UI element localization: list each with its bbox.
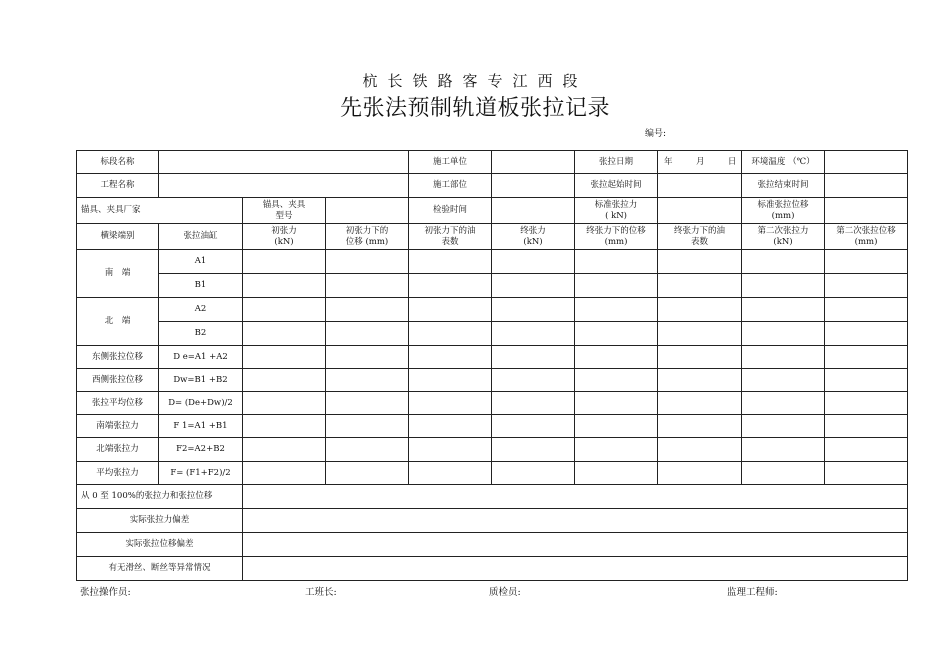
- data-cell[interactable]: [243, 298, 326, 322]
- inspection-time-label: 检验时间: [409, 198, 492, 224]
- formula-label: 张拉平均位移: [77, 392, 159, 415]
- col-header-initial-force: [243, 224, 326, 250]
- table-row: [77, 509, 908, 533]
- data-cell[interactable]: [492, 322, 575, 346]
- anchor-model-line2: 型号: [275, 210, 293, 221]
- data-cell[interactable]: [658, 462, 742, 485]
- summary-force-displacement-value[interactable]: [243, 485, 908, 509]
- standard-force-line2: ( kN): [605, 210, 627, 221]
- start-time-label: 张拉起始时间: [575, 174, 658, 198]
- construction-part-label: 施工部位: [409, 174, 492, 198]
- tension-record-table: [76, 150, 908, 581]
- standard-force-label: [575, 198, 658, 224]
- col-header-final-force: [492, 224, 575, 250]
- table-row: [77, 438, 908, 462]
- data-cell[interactable]: [243, 369, 326, 392]
- col-header-initial-displacement-line1: 初张力下的: [345, 225, 389, 236]
- col-header-final-gauge-line1: 终张力下的油: [674, 225, 726, 236]
- col-header-initial-gauge: [409, 224, 492, 250]
- data-cell[interactable]: [243, 322, 326, 346]
- col-header-beam-end: 横梁端别: [77, 224, 159, 250]
- jack-a1: A1: [159, 250, 243, 274]
- data-cell[interactable]: [326, 346, 409, 369]
- displacement-deviation-label: 实际张拉位移偏差: [77, 533, 243, 557]
- data-cell[interactable]: [326, 462, 409, 485]
- data-cell[interactable]: [742, 322, 825, 346]
- table-row: [77, 415, 908, 438]
- formula-expression: F2=A2+B2: [159, 438, 243, 462]
- south-end-label: 南 端: [77, 250, 159, 298]
- jack-b2: B2: [159, 322, 243, 346]
- start-time-value[interactable]: [658, 174, 742, 198]
- table-row: [77, 462, 908, 485]
- data-cell[interactable]: [658, 274, 742, 298]
- data-cell[interactable]: [825, 274, 908, 298]
- data-cell[interactable]: [492, 250, 575, 274]
- date-day-label: 日: [727, 156, 737, 167]
- standard-force-value[interactable]: [658, 198, 742, 224]
- data-cell[interactable]: [575, 415, 658, 438]
- col-header-jack: 张拉油缸: [159, 224, 243, 250]
- data-cell[interactable]: [825, 322, 908, 346]
- data-cell[interactable]: [409, 438, 492, 462]
- formula-label: 西侧张拉位移: [77, 369, 159, 392]
- anchor-maker-label: 锚具、夹具厂家: [77, 198, 243, 224]
- code-label: 编号:: [645, 129, 667, 139]
- construction-part-value[interactable]: [492, 174, 575, 198]
- data-cell[interactable]: [409, 274, 492, 298]
- anchor-model-value[interactable]: [326, 198, 409, 224]
- inspection-time-value[interactable]: [492, 198, 575, 224]
- table-row: [77, 274, 908, 298]
- col-header-final-gauge: [658, 224, 742, 250]
- standard-displacement-value[interactable]: [825, 198, 908, 224]
- data-cell[interactable]: [243, 250, 326, 274]
- col-header-second-force-line1: 第二次张拉力: [757, 225, 809, 236]
- column-header-row: [77, 224, 908, 250]
- data-cell[interactable]: [409, 369, 492, 392]
- data-cell[interactable]: [492, 462, 575, 485]
- data-cell[interactable]: [409, 346, 492, 369]
- date-month-label: 月: [695, 156, 705, 167]
- col-header-second-displacement: [825, 224, 908, 250]
- data-cell[interactable]: [492, 438, 575, 462]
- project-name-label: 工程名称: [77, 174, 159, 198]
- summary-force-displacement-label: 从 0 至 100%的张拉力和张拉位移: [77, 485, 243, 509]
- construction-unit-value[interactable]: [492, 151, 575, 174]
- construction-unit-label: 施工单位: [409, 151, 492, 174]
- col-header-initial-displacement: [326, 224, 409, 250]
- data-cell[interactable]: [243, 392, 326, 415]
- data-cell[interactable]: [409, 250, 492, 274]
- table-row: [77, 250, 908, 274]
- col-header-final-displacement-line2: (mm): [604, 236, 628, 247]
- formula-label: 平均张拉力: [77, 462, 159, 485]
- col-header-second-displacement-line2: (mm): [854, 236, 878, 247]
- anchor-model-line1: 锚具、夹具: [262, 199, 306, 210]
- data-cell[interactable]: [825, 346, 908, 369]
- data-cell[interactable]: [825, 462, 908, 485]
- formula-label: 东侧张拉位移: [77, 346, 159, 369]
- formula-label: 北端张拉力: [77, 438, 159, 462]
- data-cell[interactable]: [326, 438, 409, 462]
- force-deviation-value[interactable]: [243, 509, 908, 533]
- data-cell[interactable]: [409, 322, 492, 346]
- north-end-label: 北 端: [77, 298, 159, 346]
- data-cell[interactable]: [243, 346, 326, 369]
- data-cell[interactable]: [658, 250, 742, 274]
- data-cell[interactable]: [575, 346, 658, 369]
- data-cell[interactable]: [742, 250, 825, 274]
- data-cell[interactable]: [326, 274, 409, 298]
- data-cell[interactable]: [492, 274, 575, 298]
- data-cell[interactable]: [742, 274, 825, 298]
- data-cell[interactable]: [492, 369, 575, 392]
- jack-a2: A2: [159, 298, 243, 322]
- data-cell[interactable]: [492, 298, 575, 322]
- standard-force-line1: 标准张拉力: [594, 199, 638, 210]
- data-cell[interactable]: [243, 415, 326, 438]
- col-header-initial-displacement-line2: 位移 (mm): [345, 236, 389, 247]
- col-header-initial-force-line2: (kN): [274, 236, 294, 247]
- data-cell[interactable]: [825, 369, 908, 392]
- jack-b1: B1: [159, 274, 243, 298]
- col-header-final-gauge-line2: 表数: [691, 236, 709, 247]
- table-row: [77, 533, 908, 557]
- tension-date-value[interactable]: [658, 151, 742, 174]
- standard-displacement-line1: 标准张拉位移: [757, 199, 809, 210]
- data-cell[interactable]: [409, 298, 492, 322]
- info-row-project: [77, 174, 908, 198]
- inspector-signature-label: 质检员:: [489, 587, 521, 598]
- table-row: [77, 298, 908, 322]
- data-cell[interactable]: [658, 438, 742, 462]
- force-deviation-label: 实际张拉力偏差: [77, 509, 243, 533]
- data-cell[interactable]: [326, 415, 409, 438]
- col-header-final-displacement-line1: 终张力下的位移: [586, 225, 646, 236]
- data-cell[interactable]: [409, 392, 492, 415]
- data-cell[interactable]: [326, 322, 409, 346]
- end-time-value[interactable]: [825, 174, 908, 198]
- table-row: [77, 369, 908, 392]
- table-row: [77, 392, 908, 415]
- data-cell[interactable]: [243, 274, 326, 298]
- data-cell[interactable]: [575, 274, 658, 298]
- section-name-label: 标段名称: [77, 151, 159, 174]
- data-cell[interactable]: [742, 346, 825, 369]
- data-cell[interactable]: [742, 298, 825, 322]
- col-header-second-force: [742, 224, 825, 250]
- table-row: [77, 557, 908, 581]
- data-cell[interactable]: [409, 462, 492, 485]
- data-cell[interactable]: [742, 462, 825, 485]
- data-cell[interactable]: [326, 298, 409, 322]
- data-cell[interactable]: [658, 298, 742, 322]
- info-row-anchor: [77, 198, 908, 224]
- data-cell[interactable]: [575, 369, 658, 392]
- data-cell[interactable]: [575, 462, 658, 485]
- table-row: [77, 322, 908, 346]
- abnormal-condition-label: 有无滑丝、断丝等异常情况: [77, 557, 243, 581]
- data-cell[interactable]: [825, 250, 908, 274]
- data-cell[interactable]: [658, 415, 742, 438]
- end-time-label: 张拉结束时间: [742, 174, 825, 198]
- data-cell[interactable]: [326, 392, 409, 415]
- data-cell[interactable]: [658, 346, 742, 369]
- formula-expression: F 1=A1 +B1: [159, 415, 243, 438]
- col-header-final-force-line2: (kN): [523, 236, 543, 247]
- data-cell[interactable]: [658, 322, 742, 346]
- col-header-second-displacement-line1: 第二次张拉位移: [836, 225, 896, 236]
- abnormal-condition-value[interactable]: [243, 557, 908, 581]
- data-cell[interactable]: [742, 369, 825, 392]
- data-cell[interactable]: [575, 438, 658, 462]
- operator-signature-label: 张拉操作员:: [80, 587, 131, 598]
- displacement-deviation-value[interactable]: [243, 533, 908, 557]
- table-row: [77, 485, 908, 509]
- data-cell[interactable]: [575, 298, 658, 322]
- data-cell[interactable]: [492, 415, 575, 438]
- col-header-initial-gauge-line2: 表数: [441, 236, 459, 247]
- data-cell[interactable]: [492, 392, 575, 415]
- info-row-section: [77, 151, 908, 174]
- project-title: 杭长铁路客专江西段: [362, 72, 588, 90]
- col-header-initial-force-line1: 初张力: [271, 225, 297, 236]
- data-cell[interactable]: [575, 392, 658, 415]
- formula-expression: D= (De+Dw)/2: [159, 392, 243, 415]
- data-cell[interactable]: [742, 392, 825, 415]
- data-cell[interactable]: [326, 250, 409, 274]
- data-cell[interactable]: [658, 369, 742, 392]
- data-cell[interactable]: [742, 415, 825, 438]
- date-year-label: 年: [664, 156, 673, 167]
- data-cell[interactable]: [492, 346, 575, 369]
- data-cell[interactable]: [243, 462, 326, 485]
- data-cell[interactable]: [575, 250, 658, 274]
- table-row: [77, 346, 908, 369]
- data-cell[interactable]: [326, 369, 409, 392]
- standard-displacement-label: [742, 198, 825, 224]
- data-cell[interactable]: [825, 415, 908, 438]
- foreman-signature-label: 工班长:: [305, 587, 337, 598]
- col-header-final-displacement: [575, 224, 658, 250]
- supervisor-signature-label: 监理工程师:: [727, 587, 778, 598]
- data-cell[interactable]: [658, 392, 742, 415]
- data-cell[interactable]: [243, 438, 326, 462]
- standard-displacement-line2: (mm): [771, 210, 795, 221]
- ambient-temp-label: 环境温度 （℃）: [742, 151, 825, 174]
- ambient-temp-value[interactable]: [825, 151, 908, 174]
- col-header-second-force-line2: (kN): [773, 236, 793, 247]
- col-header-initial-gauge-line1: 初张力下的油: [424, 225, 476, 236]
- formula-expression: F= (F1+F2)/2: [159, 462, 243, 485]
- data-cell[interactable]: [825, 298, 908, 322]
- formula-expression: Dw=B1 +B2: [159, 369, 243, 392]
- formula-expression: D e=A1 +A2: [159, 346, 243, 369]
- data-cell[interactable]: [825, 438, 908, 462]
- data-cell[interactable]: [409, 415, 492, 438]
- project-name-value[interactable]: [159, 174, 409, 198]
- data-cell[interactable]: [825, 392, 908, 415]
- data-cell[interactable]: [575, 322, 658, 346]
- record-title: 先张法预制轨道板张拉记录: [339, 96, 610, 121]
- data-cell[interactable]: [742, 438, 825, 462]
- anchor-model-label: [243, 198, 326, 224]
- col-header-final-force-line1: 终张力: [520, 225, 546, 236]
- formula-label: 南端张拉力: [77, 415, 159, 438]
- signature-footer: [0, 584, 950, 598]
- tension-date-label: 张拉日期: [575, 151, 658, 174]
- section-name-value[interactable]: [159, 151, 409, 174]
